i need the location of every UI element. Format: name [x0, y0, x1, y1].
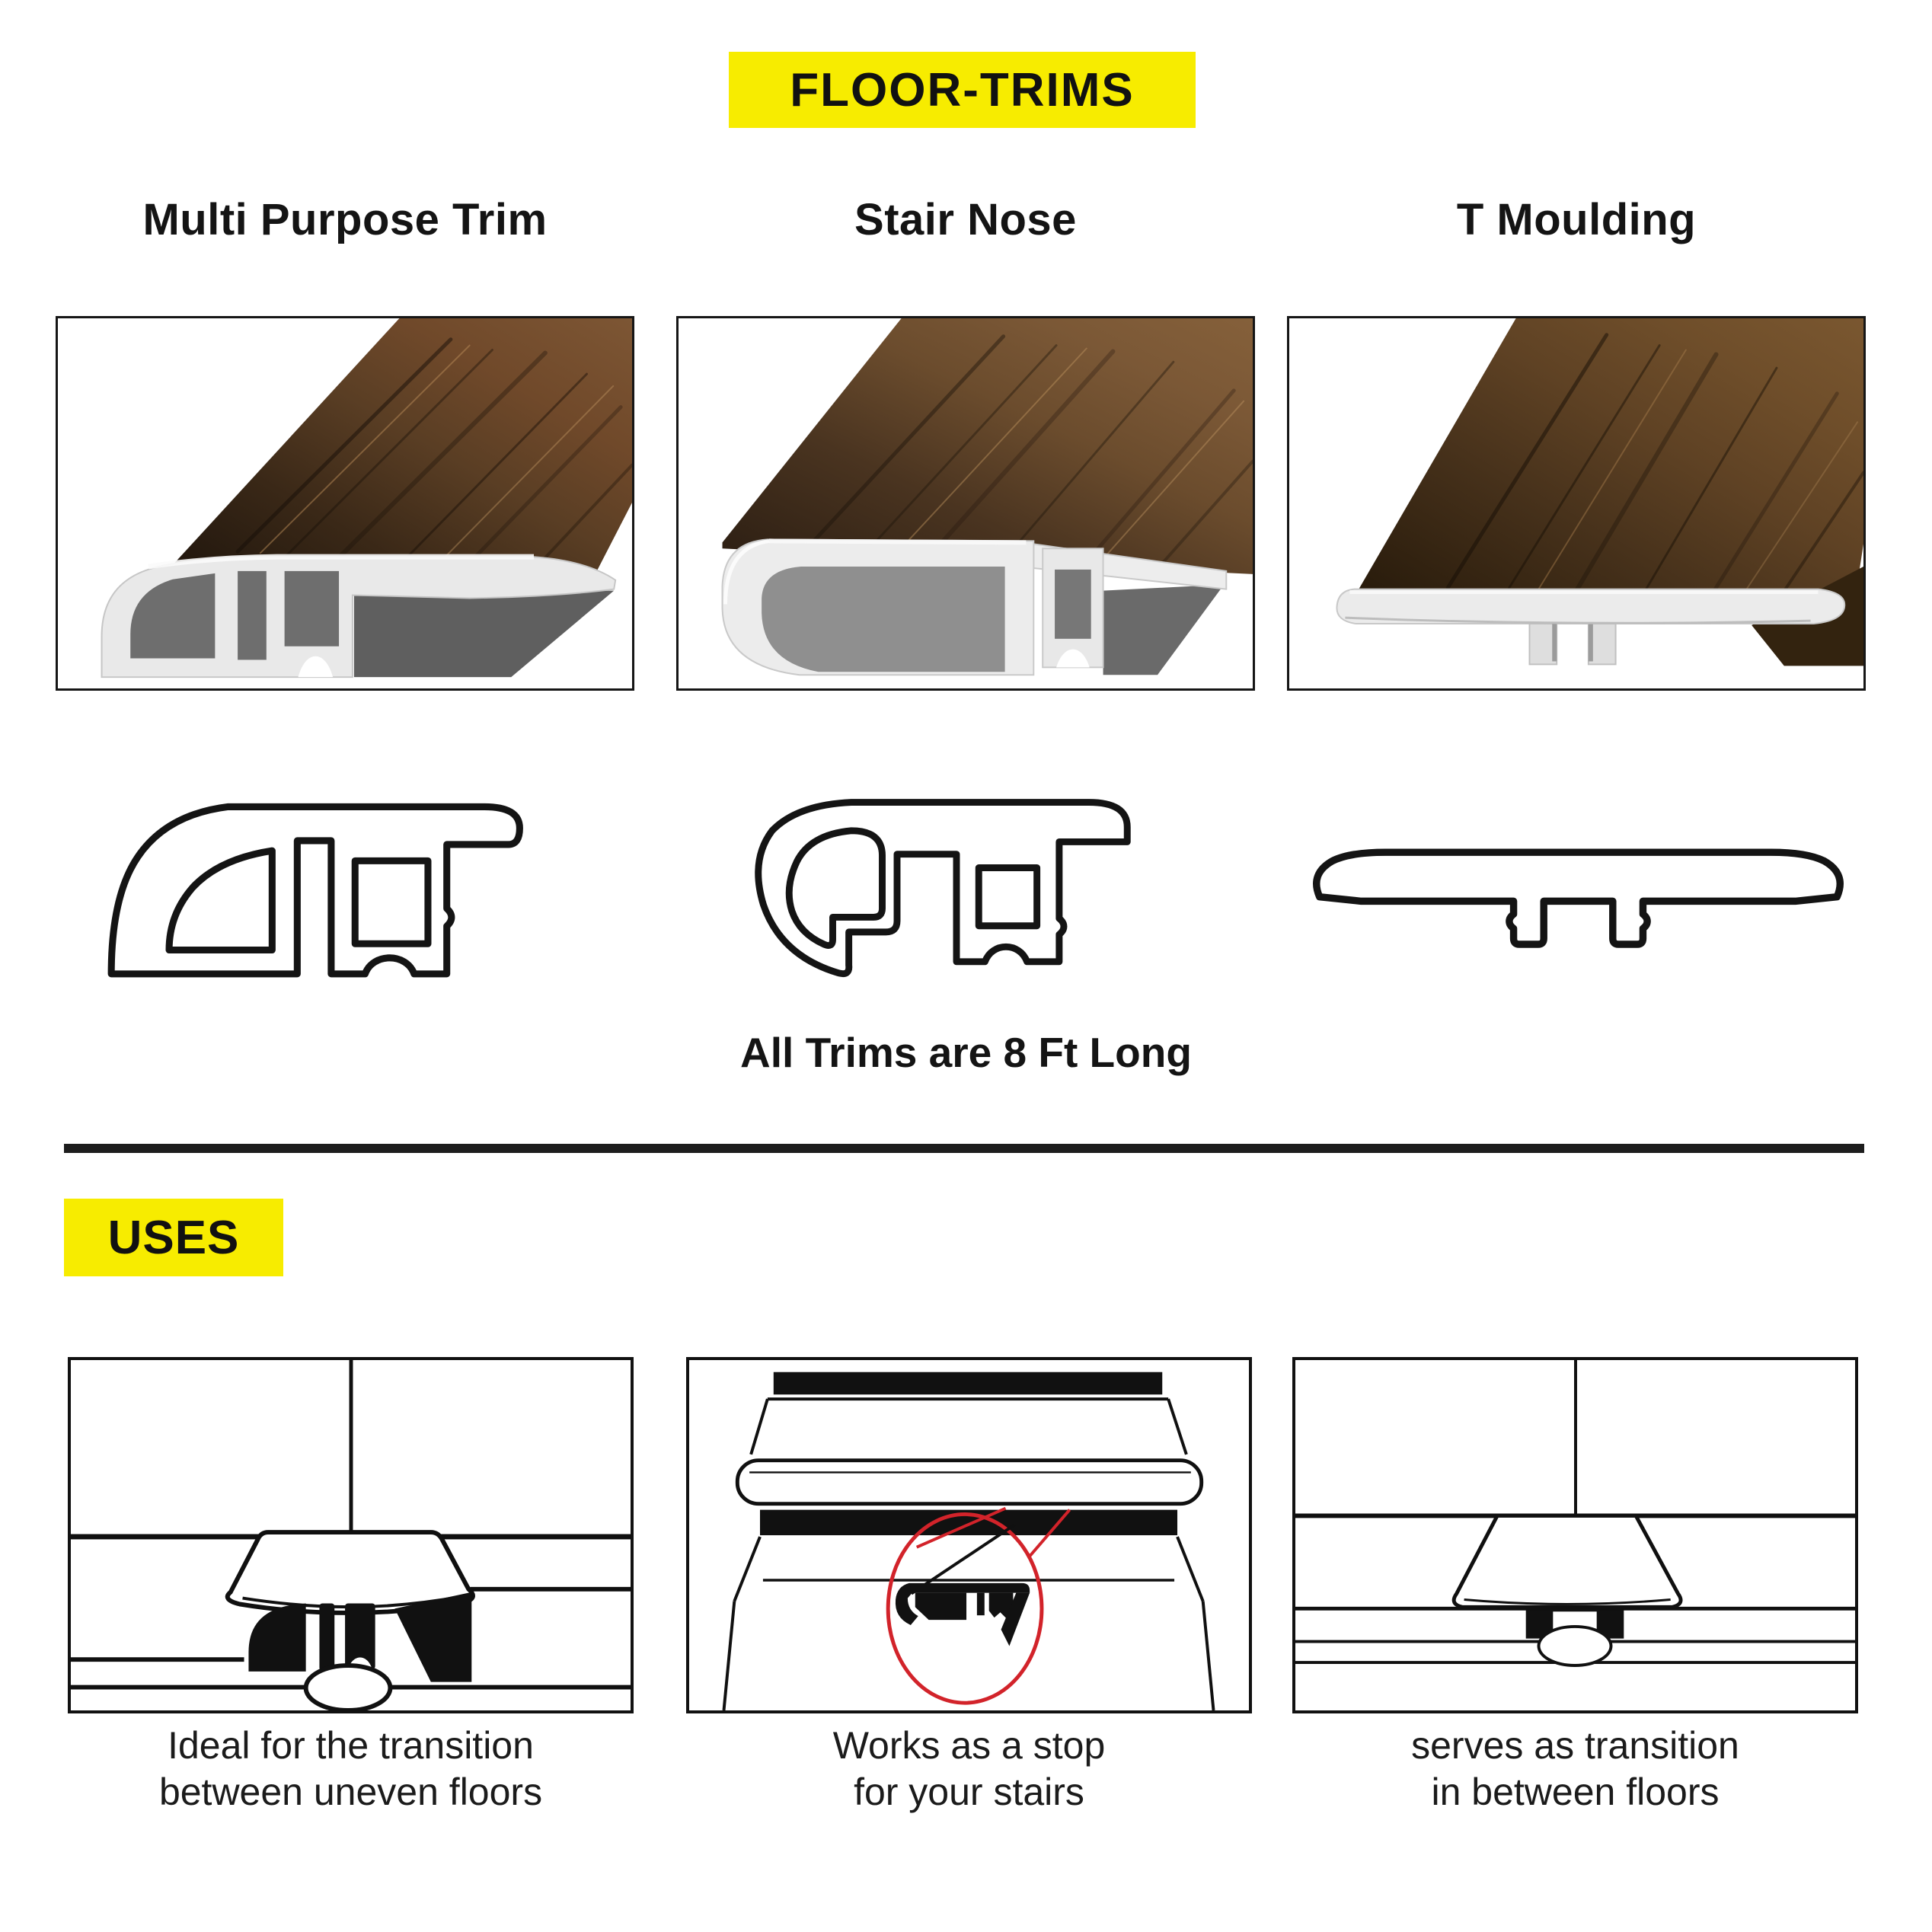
profile-shadow	[354, 591, 614, 678]
riser-edge	[734, 1537, 760, 1601]
trim-bead	[1539, 1627, 1611, 1665]
column-header-label: Stair Nose	[854, 194, 1077, 244]
use-diagram-uneven-floors-art	[71, 1360, 631, 1710]
stair-nose-cross-section	[689, 762, 1184, 984]
profile-highlight	[769, 541, 1026, 542]
profile-face	[1336, 589, 1844, 624]
stair-nose-photo-art	[679, 318, 1253, 688]
caption-between-floors	[1292, 1723, 1858, 1815]
use-diagram-stairs-art	[689, 1360, 1249, 1710]
caption-uneven-floors	[68, 1723, 634, 1815]
profile-leg-shade	[1589, 624, 1593, 661]
profile-shadow	[1103, 585, 1225, 675]
t-moulding-cross-section-art	[1291, 803, 1866, 983]
cross-section-outline	[111, 806, 519, 973]
use-diagram-uneven-floors	[68, 1357, 634, 1713]
t-moulding-photo	[1287, 316, 1866, 691]
wood-plank	[723, 318, 1253, 574]
riser-edge	[1177, 1537, 1203, 1601]
stair-nose-cross-section-art	[689, 762, 1184, 984]
use-diagram-stairs	[686, 1357, 1252, 1713]
trim-profile-black	[319, 1603, 334, 1670]
cross-section-outline	[1317, 852, 1841, 944]
use-diagram-between-floors-art	[1295, 1360, 1855, 1710]
trim-cap	[1454, 1515, 1681, 1607]
stair-tread-nose	[737, 1461, 1201, 1504]
caption-stairs	[686, 1723, 1252, 1815]
page-title: FLOOR-TRIMS	[790, 63, 1135, 117]
caption-line: Ideal for the transition	[168, 1724, 534, 1767]
caption-line: between uneven floors	[158, 1771, 543, 1813]
caption-line: in between floors	[1431, 1771, 1720, 1813]
title-banner	[729, 52, 1196, 128]
trim-bead	[306, 1665, 391, 1710]
stair-edge-line	[751, 1399, 768, 1455]
profile-leg-shade	[1552, 624, 1557, 661]
caption-line: Works as a stop	[832, 1724, 1106, 1767]
riser-edge	[724, 1601, 735, 1710]
stair-edge-line	[1168, 1399, 1186, 1455]
column-header-t-moulding	[1287, 192, 1866, 247]
trim-profile-black	[248, 1603, 305, 1671]
riser-edge	[1203, 1601, 1214, 1710]
profile-channel	[1055, 570, 1091, 639]
stair-band	[774, 1372, 1162, 1394]
profile-channel	[762, 567, 1004, 672]
multi-purpose-trim-cross-section-art	[72, 762, 575, 988]
profile-channel	[238, 571, 267, 660]
mini-profile-bar	[909, 1583, 1030, 1593]
multi-purpose-trim-photo-art	[58, 318, 632, 688]
caption-line: for your stairs	[854, 1771, 1084, 1813]
column-header-label: T Moulding	[1456, 194, 1697, 244]
caption-line: serves as transition	[1411, 1724, 1739, 1767]
t-moulding-photo-art	[1289, 318, 1863, 688]
section-divider	[64, 1144, 1864, 1153]
uses-banner	[64, 1199, 283, 1276]
mini-profile-tooth	[977, 1593, 985, 1615]
multi-purpose-trim-cross-section	[72, 762, 575, 988]
column-header-stair-nose	[676, 192, 1255, 247]
t-moulding-cross-section	[1291, 803, 1866, 983]
cross-section-outline	[758, 803, 1128, 974]
column-header-multi-purpose-trim	[56, 192, 634, 247]
column-header-label: Multi Purpose Trim	[142, 194, 548, 244]
uses-label: USES	[107, 1211, 240, 1264]
stair-nose-photo	[676, 316, 1255, 691]
profile-channel	[285, 571, 339, 647]
mini-profile-block	[915, 1593, 966, 1620]
wood-plank	[1359, 318, 1863, 618]
use-diagram-between-floors	[1292, 1357, 1858, 1713]
multi-purpose-trim-photo	[56, 316, 634, 691]
length-note: All Trims are 8 Ft Long	[740, 1029, 1192, 1076]
